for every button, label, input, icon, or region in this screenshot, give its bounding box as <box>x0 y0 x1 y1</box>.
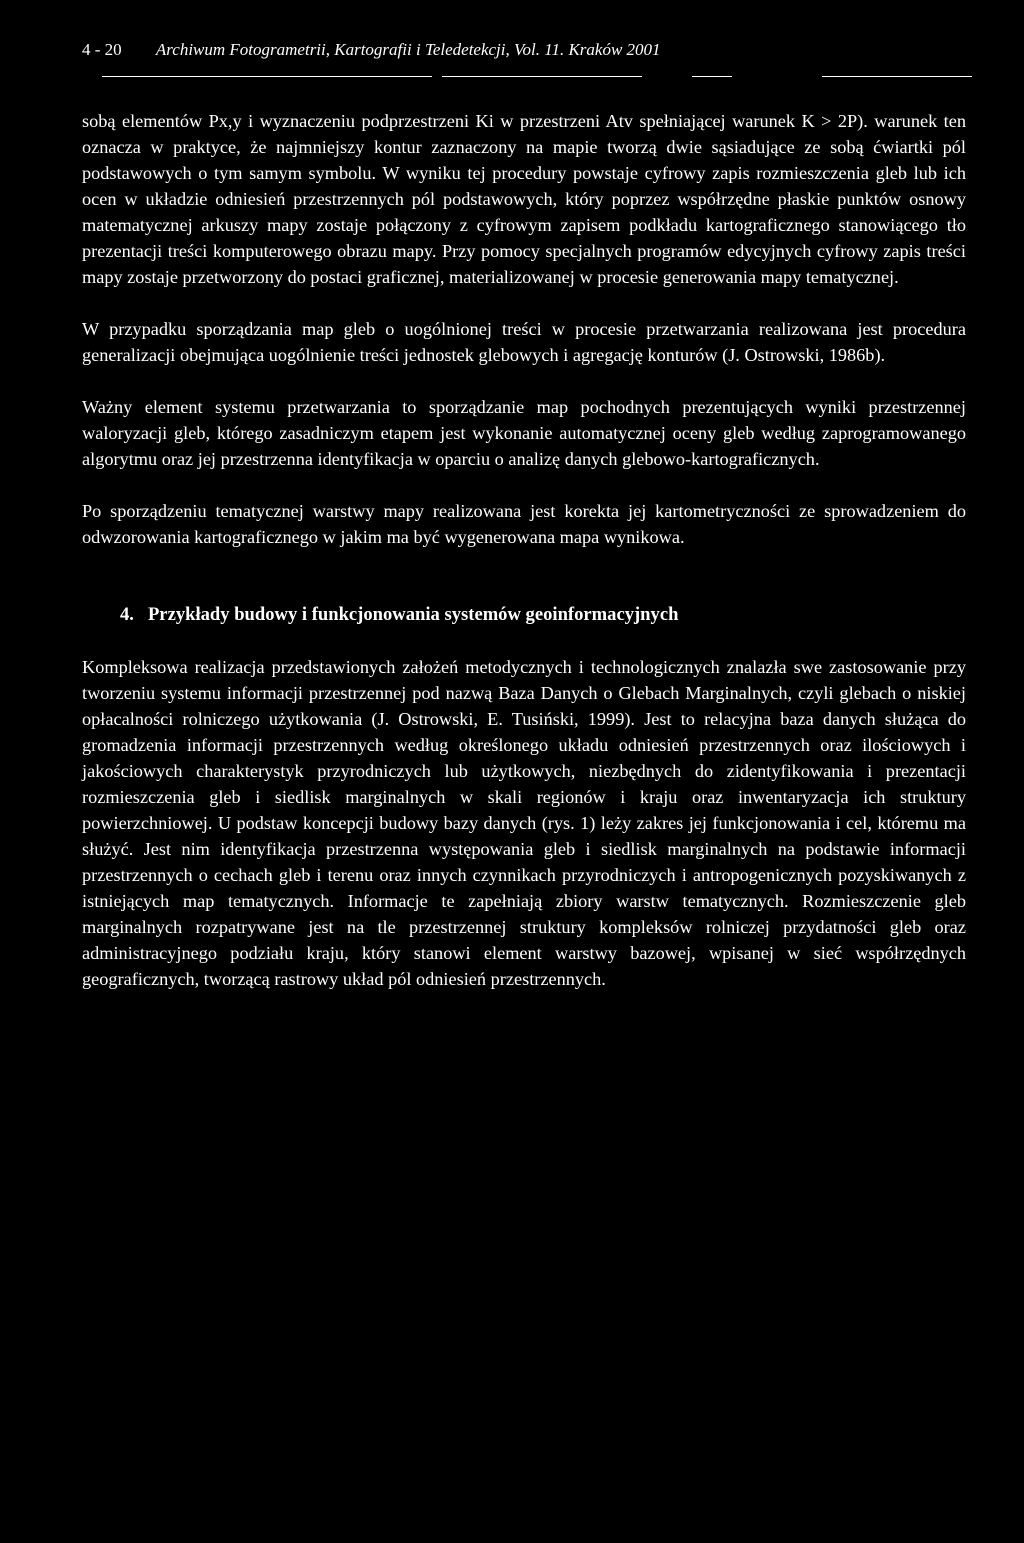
journal-title: Archiwum Fotogrametrii, Kartografii i Teledetekcji, Vol. 11. Kraków 2001 <box>155 40 661 59</box>
section-number: 4. <box>120 604 134 625</box>
paragraph: Kompleksowa realizacja przedstawionych założeń metodycznych i technologicznych znalazła swe zastosowanie przy tworzeniu systemu informacji przestrzennej pod nazwą Baza Danych o Glebach Marginalnych, czyli glebach o niskiej opłacalności rolniczego użytkowania (J. Ostrowski, E. Tusiński, 1999). Jest to relacyjna baza danych służąca do gromadzenia informacji przestrzennych według określonego układu odniesień przestrzennych oraz ilościowych i jakościowych charakterystyk przyrodniczych lub użytkowych, niezbędnych do zidentyfikowania i prezentacji rozmieszczenia gleb i siedlisk marginalnych w skali regionów i kraju oraz inwentaryzacja ich struktury powierzchniowej. U podstaw koncepcji budowy bazy danych (rys. 1) leży zakres jej funkcjonowania i cel, któremu ma służyć. Jest nim identyfikacja przestrzenna występowania gleb i siedlisk marginalnych na podstawie informacji przestrzennych o cechach gleb i terenu oraz innych czynnikach przyrodniczych i antropogenicznych pozyskiwanych z istniejących map tematycznych. Informacje te zapełniają zbiory warstw tematycznych. Rozmieszczenie gleb marginalnych rozpatrywane jest na tle przestrzennej struktury kompleksów rolniczej przydatności gleb oraz administracyjnego podziału kraju, który stanowi element warstwy bazowej, wpisanej w sieć współrzędnych geograficznych, tworzącą rastrowy układ pól odniesień przestrzennych. <box>82 657 966 989</box>
body-text <box>82 108 966 1018</box>
page-number: 4 - 20 <box>82 40 122 59</box>
section-heading <box>120 602 966 628</box>
paragraph: Ważny element systemu przetwarzania to sporządzanie map pochodnych prezentujących wyniki przestrzennej waloryzacji gleb, którego zasadniczym etapem jest wykonanie automatycznej oceny gleb według zaprogramowanego algorytmu oraz jej przestrzenna identyfikacja w oparciu o analizę danych glebowo-kartograficznych. <box>82 397 966 469</box>
rule-segment <box>692 76 732 77</box>
rule-segment <box>822 76 972 77</box>
section-title: Przykłady budowy i funkcjonowania systemów geoinformacyjnych <box>147 604 679 625</box>
running-header <box>82 40 661 60</box>
rule-segment <box>442 76 642 77</box>
rule-segment <box>102 76 432 77</box>
paragraph: sobą elementów Px,y i wyznaczeniu podprzestrzeni Ki w przestrzeni Atv spełniającej warunek K > 2P). warunek ten oznacza w praktyce, że najmniejszy kontur zaznaczony na mapie tworzą dwie sąsiadujące ze sobą ćwiartki pól podstawowych o tym samym symbolu. W wyniku tej procedury powstaje cyfrowy zapis rozmieszczenia gleb lub ich ocen w układzie odniesień przestrzennych pól podstawowych, który poprzez współrzędne płaskie punktów osnowy matematycznej arkuszy mapy zostaje połączony z cyfrowym zapisem podkładu kartograficznego stanowiącego tło prezentacji treści komputerowego obrazu mapy. Przy pomocy specjalnych programów edycyjnych cyfrowy zapis treści mapy zostaje przetworzony do postaci graficznej, materializowanej w procesie generowania mapy tematycznej. <box>82 111 966 287</box>
header-rule <box>102 76 972 78</box>
paragraph: Po sporządzeniu tematycznej warstwy mapy realizowana jest korekta jej kartometryczności ze sprowadzeniem do odwzorowania kartograficznego w jakim ma być wygenerowana mapa wynikowa. <box>82 501 966 547</box>
paragraph: W przypadku sporządzania map gleb o uogólnionej treści w procesie przetwarzania realizowana jest procedura generalizacji obejmująca uogólnienie treści jednostek glebowych i agregację konturów (J. Ostrowski, 1986b). <box>82 319 966 365</box>
